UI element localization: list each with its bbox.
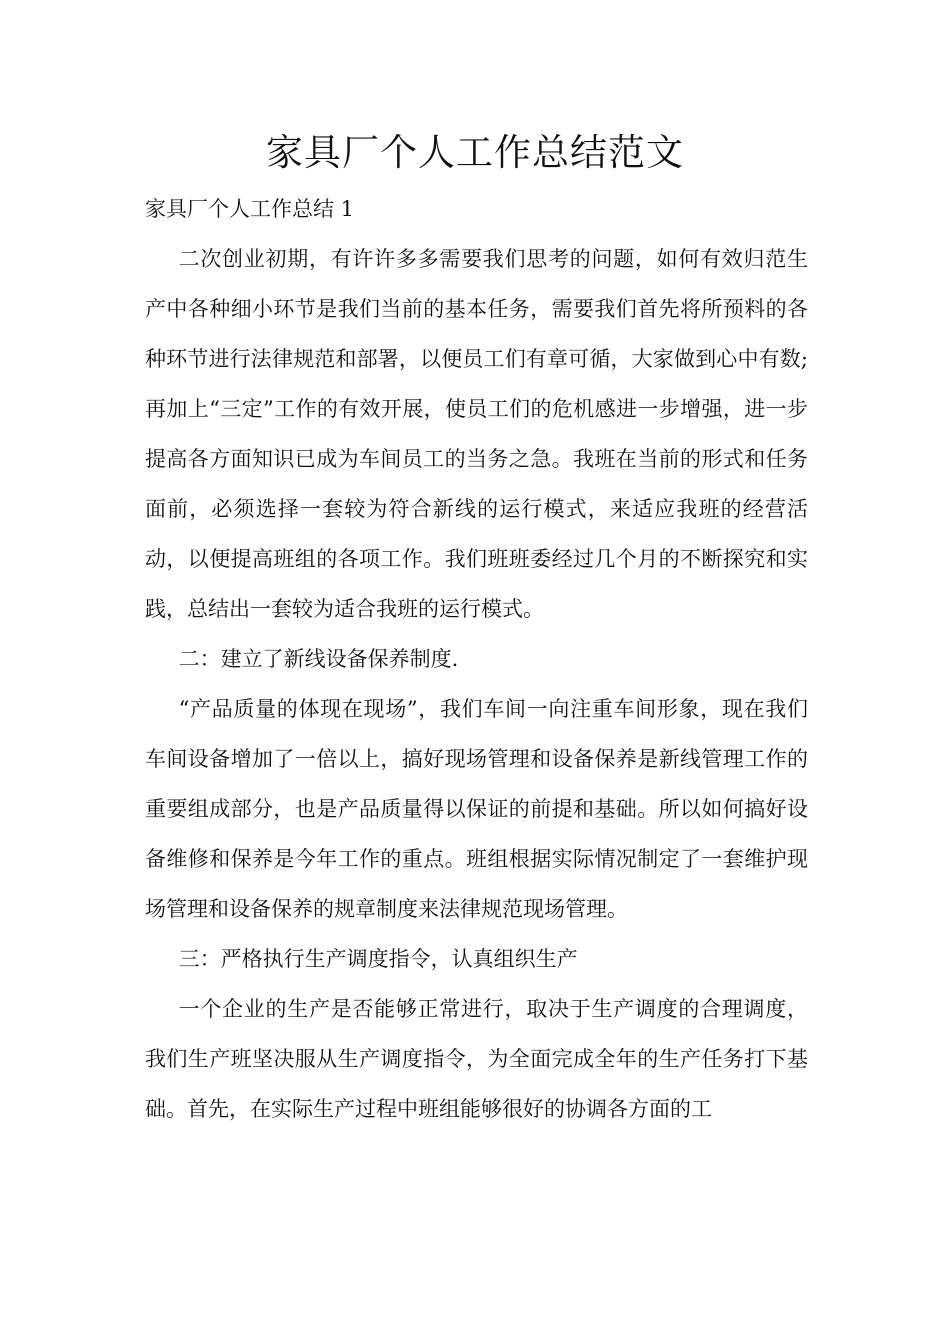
paragraph-heading-two: 二：建立了新线设备保养制度. bbox=[178, 647, 459, 671]
paragraph-equipment: “产品质量的体现在现场”，我们车间一向注重车间形象，现在我们车间设备增加了一倍以上，搞好现场管理和设备保养是新线管理工作的重要组成部分，也是产品质量得以保证的前提和基础。所以如何搞好设备维修和保养是今年工作的重点。班组根据实际情况制定了一套维护现场管理和设备保养的规章制度来法律规范现场管理。 bbox=[145, 697, 808, 921]
paragraph-heading-three: 三：严格执行生产调度指令，认真组织生产 bbox=[178, 947, 578, 971]
section-heading: 家具厂个人工作总结 1 bbox=[145, 197, 355, 221]
document-title: 家具厂个人工作总结范文 bbox=[266, 131, 684, 174]
document-body bbox=[145, 184, 808, 1134]
paragraph-intro: 二次创业初期，有许许多多需要我们思考的问题，如何有效归范生产中各种细小环节是我们当前的基本任务，需要我们首先将所预料的各种环节进行法律规范和部署，以便员工们有章可循，大家做到心中有数;再加上“三定”工作的有效开展，使员工们的危机感进一步增强，进一步提高各方面知识已成为车间员工的当务之急。我班在当前的形式和任务面前，必须选择一套较为符合新线的运行模式，来适应我班的经营活动，以便提高班组的各项工作。我们班班委经过几个月的不断探究和实践，总结出一套较为适合我班的运行模式。 bbox=[145, 247, 808, 621]
paragraph-production: 一个企业的生产是否能够正常进行，取决于生产调度的合理调度，我们生产班坚决服从生产调度指令，为全面完成全年的生产任务打下基础。首先，在实际生产过程中班组能够很好的协调各方面的工 bbox=[145, 997, 808, 1121]
